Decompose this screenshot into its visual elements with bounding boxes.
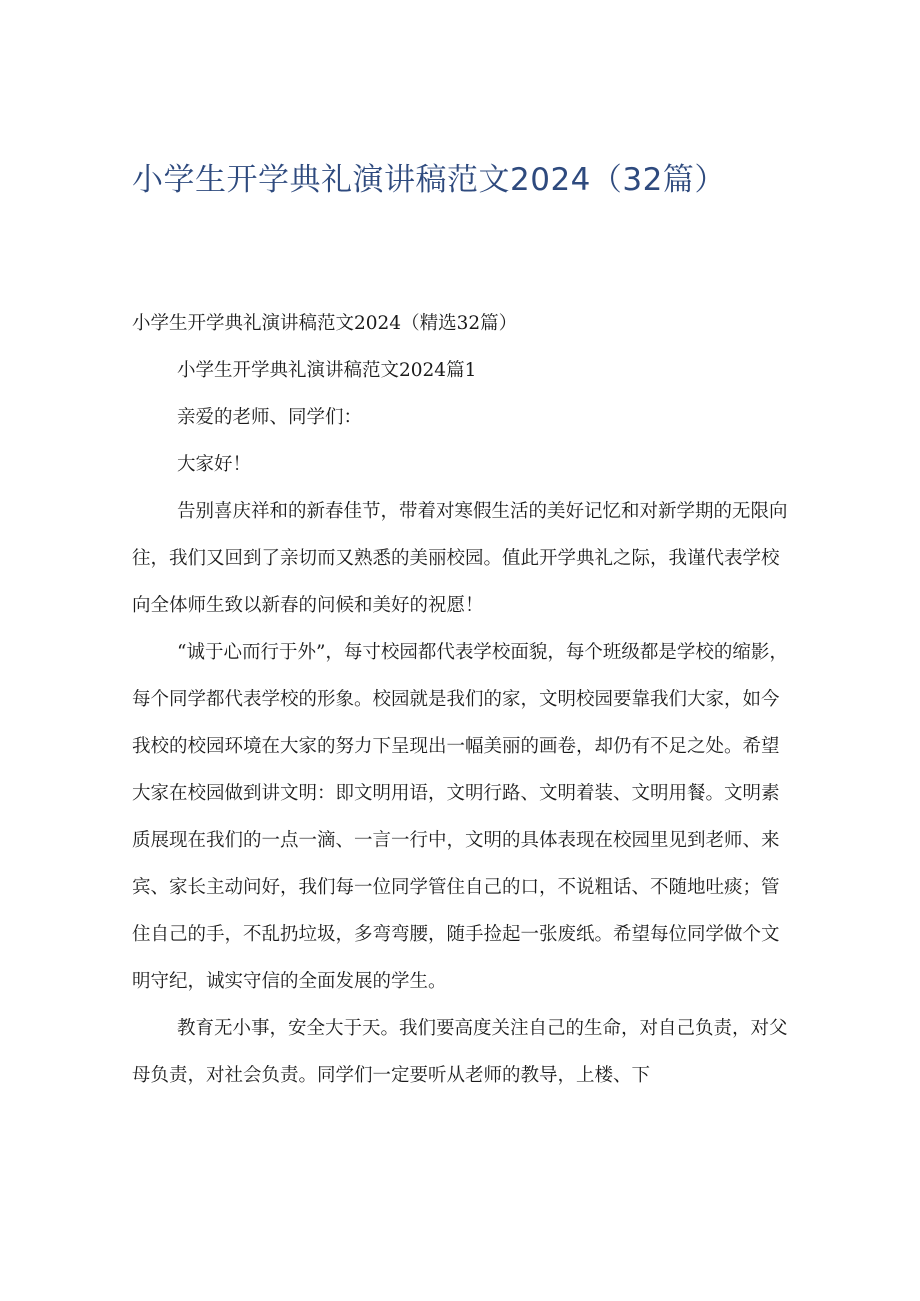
body-paragraph: 告别喜庆祥和的新春佳节，带着对寒假生活的美好记忆和对新学期的无限向往，我们又回到了亲切而又熟悉的美丽校园。值此开学典礼之际，我谨代表学校向全体师生致以新春的问候和美好的祝愿！	[132, 501, 788, 616]
greeting-paragraph: 大家好！	[177, 454, 252, 475]
body-paragraph: 教育无小事，安全大于天。我们要高度关注自己的生命，对自己负责，对父母负责，对社会负责。同学们一定要听从老师的教导，上楼、下	[132, 1018, 788, 1086]
document-title: 小学生开学典礼演讲稿范文2024（32篇）	[132, 162, 726, 198]
subtitle-paragraph: 小学生开学典礼演讲稿范文2024（精选32篇）	[132, 313, 518, 334]
section-heading: 小学生开学典礼演讲稿范文2024篇1	[177, 360, 477, 381]
document-body	[132, 300, 792, 1099]
body-paragraph: “诚于心而行于外”，每寸校园都代表学校面貌，每个班级都是学校的缩影，每个同学都代表学校的形象。校园就是我们的家，文明校园要靠我们大家，如今我校的校园环境在大家的努力下呈现出一幅美丽的画卷，却仍有不足之处。希望大家在校园做到讲文明：即文明用语，文明行路、文明着装、文明用餐。文明素质展现在我们的一点一滴、一言一行中，文明的具体表现在校园里见到老师、来宾、家长主动问好，我们每一位同学管住自己的口，不说粗话、不随地吐痰；管住自己的手，不乱扔垃圾，多弯弯腰，随手捡起一张废纸。希望每位同学做个文明守纪，诚实守信的全面发展的学生。	[132, 642, 788, 992]
salutation-paragraph: 亲爱的老师、同学们：	[177, 407, 363, 428]
